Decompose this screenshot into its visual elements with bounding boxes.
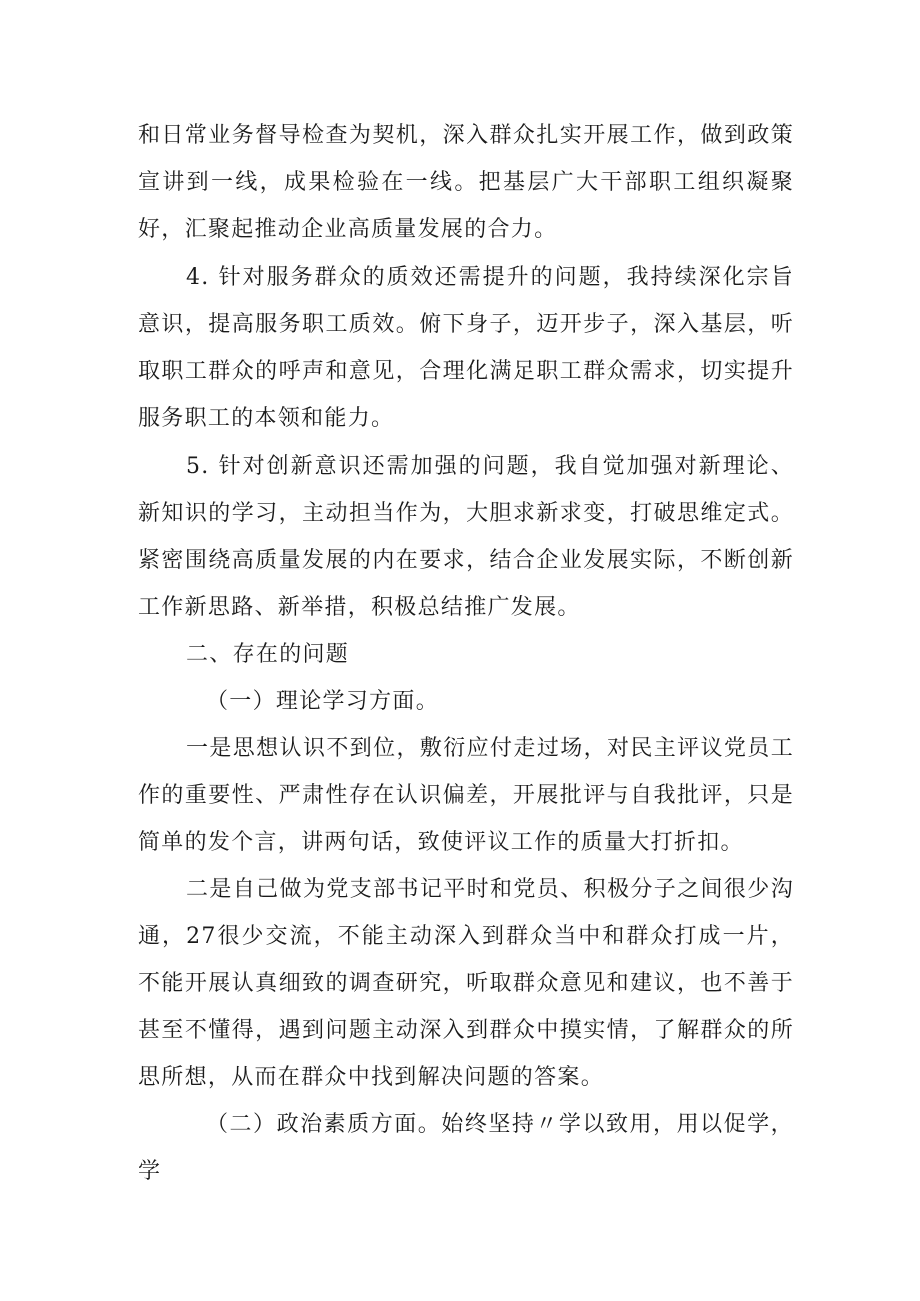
paragraph-1: 和日常业务督导检查为契机，深入群众扎实开展工作，做到政策宣讲到一线，成果检验在一线。把基层广大干部职工组织凝聚好，汇聚起推动企业高质量发展的合力。	[138, 123, 794, 242]
subsection-heading-political-quality: （二）政治素质方面。始终坚持〃学以致用，用以促学，学	[138, 1112, 794, 1184]
document-body	[138, 112, 794, 1195]
paragraph-item-5: 5. 针对创新意识还需加强的问题，我自觉加强对新理论、新知识的学习，主动担当作为，大胆求新求变，打破思维定式。紧密围绕高质量发展的内在要求，结合企业发展实际，不断创新工作新思路、新举措，积极总结推广发展。	[138, 454, 794, 620]
subsection-heading-theory-study: （一）理论学习方面。	[206, 689, 440, 714]
paragraph-point-one: 一是思想认识不到位，敷衍应付走过场，对民主评议党员工作的重要性、严肃性存在认识偏差，开展批评与自我批评，只是简单的发个言，讲两句话，致使评议工作的质量大打折扣。	[138, 736, 794, 855]
paragraph-point-two: 二是自己做为党支部书记平时和党员、积极分子之间很少沟通，27很少交流，不能主动深入到群众当中和群众打成一片，不能开展认真细致的调查研究，听取群众意见和建议，也不善于甚至不懂得，遇到问题主动深入到群众中摸实情，了解群众的所思所想，从而在群众中找到解决问题的答案。	[138, 877, 794, 1090]
section-heading-problems: 二、存在的问题	[186, 642, 350, 667]
paragraph-item-4: 4. 针对服务群众的质效还需提升的问题，我持续深化宗旨意识，提高服务职工质效。俯下身子，迈开步子，深入基层，听取职工群众的呼声和意见，合理化满足职工群众需求，切实提升服务职工的本领和能力。	[138, 265, 794, 431]
